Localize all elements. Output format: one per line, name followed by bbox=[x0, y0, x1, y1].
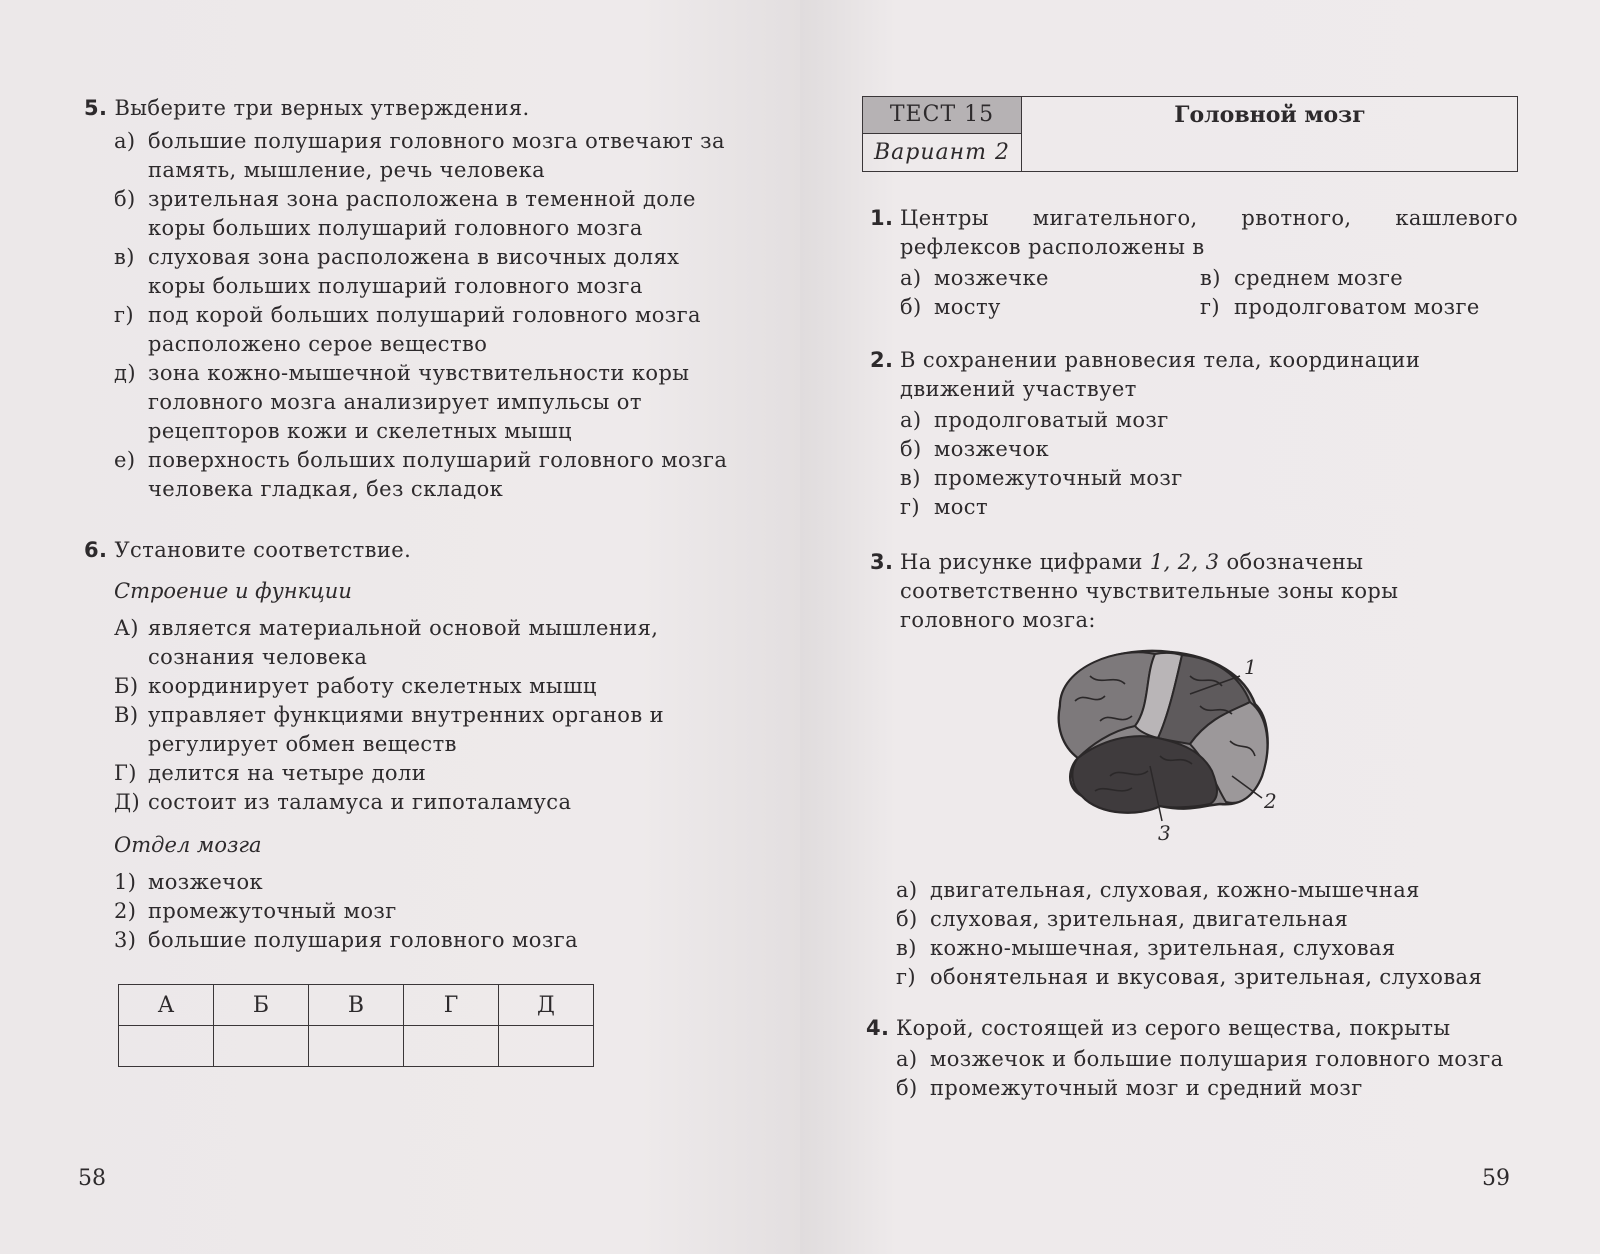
option-label: а) bbox=[896, 878, 918, 902]
option bbox=[114, 614, 732, 672]
option-label: а) bbox=[900, 408, 922, 432]
question-5-heading bbox=[84, 94, 732, 123]
option-text: зона кожно-мышечной чувствительности коры головного мозга анализирует импульсы от рецепторов кожи и скелетных мышц bbox=[148, 361, 690, 443]
option bbox=[1200, 293, 1530, 322]
option-label: В) bbox=[114, 703, 139, 727]
option-text: делится на четыре доли bbox=[148, 761, 427, 785]
question-number: 4. bbox=[866, 1016, 890, 1040]
option-label: в) bbox=[114, 245, 135, 269]
option bbox=[114, 788, 732, 817]
option-text: промежуточный мозг и средний мозг bbox=[930, 1076, 1363, 1100]
option-text: мозжечок и большие полушария головного мозга bbox=[930, 1047, 1504, 1071]
question-number: 2. bbox=[870, 348, 894, 372]
option-text: координирует работу скелетных мышц bbox=[148, 674, 597, 698]
option-label: в) bbox=[1200, 266, 1221, 290]
option bbox=[114, 926, 732, 955]
section-title: Строение и функции bbox=[114, 579, 352, 603]
option-text: поверхность больших полушарий головного мозга человека гладкая, без складок bbox=[148, 448, 728, 501]
option bbox=[896, 1045, 1518, 1074]
answer-cell[interactable] bbox=[499, 1026, 594, 1067]
prompt-text: На рисунке цифрами bbox=[900, 550, 1143, 574]
question-1 bbox=[870, 204, 1518, 322]
question-5 bbox=[84, 94, 732, 504]
figure-label-3: 3 bbox=[1158, 821, 1171, 845]
question-4-heading bbox=[866, 1014, 1518, 1043]
option-label: г) bbox=[900, 495, 920, 519]
option bbox=[896, 1074, 1518, 1103]
option-text: промежуточный мозг bbox=[148, 899, 397, 923]
option bbox=[896, 963, 1526, 992]
option-label: г) bbox=[1200, 295, 1220, 319]
question-number: 1. bbox=[870, 206, 894, 230]
answer-table-header: Г bbox=[404, 985, 499, 1026]
option bbox=[896, 876, 1526, 905]
answer-table-input-row bbox=[119, 1026, 594, 1067]
prompt-text: обозначены соответственно чувствительные зоны коры головного мозга: bbox=[900, 550, 1399, 632]
option-text: слуховая зона расположена в височных долях коры больших полушарий головного мозга bbox=[148, 245, 680, 298]
question-2 bbox=[870, 346, 1518, 522]
option-label: а) bbox=[900, 266, 922, 290]
option-text: кожно-мышечная, зрительная, слуховая bbox=[930, 936, 1396, 960]
question-4 bbox=[866, 1014, 1518, 1103]
option-text: мозжечок bbox=[148, 870, 264, 894]
option-label: г) bbox=[896, 965, 916, 989]
option-label: б) bbox=[900, 437, 922, 461]
question-number: 5. bbox=[84, 96, 108, 120]
answer-table-header: А bbox=[119, 985, 214, 1026]
test-title: Головной мозг bbox=[1174, 102, 1366, 128]
answer-table-header: Б bbox=[214, 985, 309, 1026]
prompt-digits: 1, 2, 3 bbox=[1149, 550, 1220, 574]
option-text: продолговатом мозге bbox=[1234, 295, 1480, 319]
option-text: состоит из таламуса и гипоталамуса bbox=[148, 790, 572, 814]
figure-label-2: 2 bbox=[1264, 789, 1277, 813]
test-header bbox=[862, 96, 1518, 172]
option bbox=[114, 301, 732, 359]
question-6-heading bbox=[84, 536, 732, 565]
option bbox=[114, 185, 732, 243]
question-4-options bbox=[896, 1045, 1518, 1103]
option-text: мосту bbox=[934, 295, 1001, 319]
answer-cell[interactable] bbox=[404, 1026, 499, 1067]
question-1-options bbox=[900, 264, 1518, 322]
question-1-heading bbox=[870, 204, 1518, 262]
test-variant: Вариант 2 bbox=[863, 134, 1022, 171]
option-label: а) bbox=[114, 129, 136, 153]
option-text: зрительная зона расположена в теменной доле коры больших полушарий головного мозга bbox=[148, 187, 696, 240]
section-title: Отдел мозга bbox=[114, 833, 262, 857]
option-text: под корой больших полушарий головного мозга расположено серое вещество bbox=[148, 303, 701, 356]
option-label: б) bbox=[900, 295, 922, 319]
question-prompt: Корой, состоящей из серого вещества, покрыты bbox=[896, 1016, 1451, 1040]
option-text: продолговатый мозг bbox=[934, 408, 1169, 432]
answer-cell[interactable] bbox=[309, 1026, 404, 1067]
option-label: в) bbox=[900, 466, 921, 490]
answer-cell[interactable] bbox=[214, 1026, 309, 1067]
option-label: Д) bbox=[114, 790, 141, 814]
question-3-heading bbox=[870, 548, 1518, 635]
page-number-left: 58 bbox=[78, 1166, 106, 1191]
option-label: е) bbox=[114, 448, 136, 472]
option-label: г) bbox=[114, 303, 134, 327]
question-prompt: В сохранении равновесия тела, координации движений участвует bbox=[900, 348, 1421, 401]
option-label: в) bbox=[896, 936, 917, 960]
option bbox=[114, 446, 732, 504]
option-label: 2) bbox=[114, 899, 137, 923]
answer-table-header: Д bbox=[499, 985, 594, 1026]
option-label: б) bbox=[896, 907, 918, 931]
answer-table-header-row bbox=[119, 985, 594, 1026]
structure-list bbox=[114, 614, 732, 817]
question-6 bbox=[84, 536, 732, 955]
option-text: мост bbox=[934, 495, 988, 519]
option bbox=[900, 293, 1200, 322]
figure-label-1: 1 bbox=[1244, 655, 1257, 679]
question-prompt: Центры мигательного, рвотного, кашлевого рефлексов расположены в bbox=[900, 206, 1518, 259]
option-label: 3) bbox=[114, 928, 137, 952]
option bbox=[114, 243, 732, 301]
option-text: двигательная, слуховая, кожно-мышечная bbox=[930, 878, 1420, 902]
brain-part-list bbox=[114, 868, 732, 955]
option-text: большие полушария головного мозга отвечают за память, мышление, речь человека bbox=[148, 129, 725, 182]
question-3-options bbox=[896, 876, 1526, 992]
option bbox=[900, 264, 1200, 293]
option-text: мозжечок bbox=[934, 437, 1050, 461]
option bbox=[114, 672, 732, 701]
option bbox=[114, 701, 732, 759]
question-6-body bbox=[114, 577, 732, 955]
answer-table-header: В bbox=[309, 985, 404, 1026]
option-label: Б) bbox=[114, 674, 139, 698]
test-number: ТЕСТ 15 bbox=[863, 97, 1022, 134]
question-prompt: Установите соответствие. bbox=[114, 538, 412, 562]
option bbox=[114, 759, 732, 788]
question-number: 6. bbox=[84, 538, 108, 562]
option bbox=[114, 868, 732, 897]
option bbox=[900, 493, 1518, 522]
option-text: промежуточный мозг bbox=[934, 466, 1183, 490]
option-label: А) bbox=[114, 616, 139, 640]
option bbox=[896, 934, 1526, 963]
option-label: б) bbox=[896, 1076, 918, 1100]
question-5-options bbox=[114, 127, 732, 504]
option-text: большие полушария головного мозга bbox=[148, 928, 578, 952]
option-text: мозжечке bbox=[934, 266, 1049, 290]
option bbox=[900, 435, 1518, 464]
question-2-heading bbox=[870, 346, 1518, 404]
answer-table bbox=[118, 984, 594, 1067]
option bbox=[114, 897, 732, 926]
option-text: обонятельная и вкусовая, зрительная, слуховая bbox=[930, 965, 1483, 989]
page-number-right: 59 bbox=[1482, 1166, 1510, 1191]
answer-cell[interactable] bbox=[119, 1026, 214, 1067]
question-3 bbox=[870, 548, 1518, 635]
question-number: 3. bbox=[870, 550, 894, 574]
brain-figure bbox=[1040, 646, 1310, 856]
option bbox=[114, 359, 732, 446]
option-text: является материальной основой мышления, сознания человека bbox=[148, 616, 659, 669]
question-prompt bbox=[900, 548, 1518, 635]
option-text: управляет функциями внутренних органов и регулирует обмен веществ bbox=[148, 703, 665, 756]
option-label: 1) bbox=[114, 870, 137, 894]
option bbox=[114, 127, 732, 185]
option bbox=[900, 406, 1518, 435]
question-prompt: Выберите три верных утверждения. bbox=[114, 96, 530, 120]
option-label: д) bbox=[114, 361, 136, 385]
option bbox=[1200, 264, 1530, 293]
option bbox=[896, 905, 1526, 934]
option-label: Г) bbox=[114, 761, 137, 785]
option-text: слуховая, зрительная, двигательная bbox=[930, 907, 1349, 931]
option bbox=[900, 464, 1518, 493]
option-text: среднем мозге bbox=[1234, 266, 1404, 290]
option-label: а) bbox=[896, 1047, 918, 1071]
option-label: б) bbox=[114, 187, 136, 211]
question-2-options bbox=[900, 406, 1518, 522]
